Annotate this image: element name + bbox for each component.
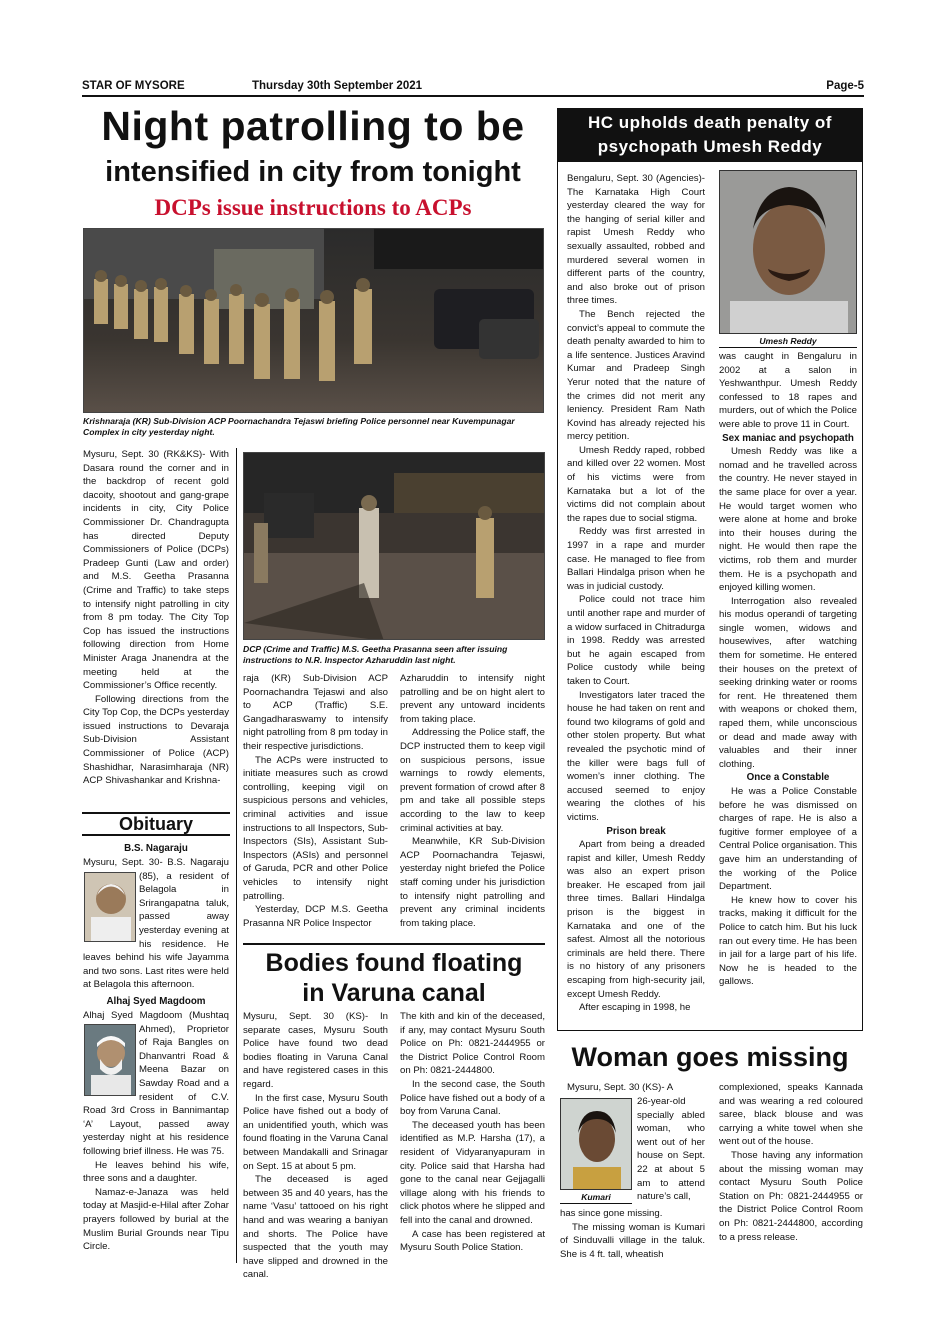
woman-paragraph: The missing woman is Kumari of Sinduvalli village in the taluk. She is 4 ft. tall, wheatish (560, 1221, 705, 1260)
lead-paragraph: Mysuru, Sept. 30 (RK&KS)- With Dasara round the corner and in the backdrop of recent gold dacoity, shootout and gang-grape incidents in city, City Police Commissioner Dr. Chandragupta has directed Deputy Commissioners of Police (DCPs) Pradeep Gunti (Law and order) and M.S. Geetha Prasanna (Crime and Traffic) to take steps to intensify night patrolling in city from 8 pm today. The City Top Cop has issued the instructions following direction from Home Minister Araga Jnanendra at the meeting held at the Commissioner’s Office recently. (83, 449, 229, 692)
photo-float (83, 1009, 139, 1101)
obituary-section (83, 842, 229, 856)
woman-paragraph: has since gone missing. (560, 1208, 663, 1219)
bodies-paragraph: In the first case, Mysuru South Police have fished out a body of an unidentified youth, which was found floating in the Varuna Canal between Mandakalli and Srinagar on Sept. 15 at about 5 pm. (243, 1092, 388, 1172)
lead-paragraph: Following directions from the City Top Cop, the DCPs yesterday issued instructions to Devaraja Sub-Division Assistant Commissioner of Police (ACP) Shashidhar, Narasimharaja (NR) ACP Shivashankar and Krishna- (83, 693, 229, 787)
obituary-section-2 (83, 995, 229, 1009)
woman-photo (560, 1098, 632, 1190)
caption-rule (560, 1203, 632, 1204)
hc-paragraph: Police could not trace him until another rape and murder of a widow surfaced in Chitradurga in 1998. Reddy was arrested but he again escaped from Police custody while being taken to Court. (567, 594, 705, 687)
hc-paragraph: Apart from being a dreaded rapist and killer, Umesh Reddy was also an expert prison breaker. He escaped from jail three times. Ballari Hindalga prison is the biggest in Karnataka and one of the safest. Almost all the notorious criminals are held there. There is no history of any prisoners escaping from high-security jail, except Umesh Reddy. (567, 839, 705, 1000)
lead-column-3 (400, 672, 545, 930)
lead-paragraph: The ACPs were instructed to initiate measures such as crowd controlling, keeping vigil on suspicious persons and vehicles, criminal activities and issue instructions to all Inspectors, Sub-Inspectors (SIs), Assistant Sub-Inspectors (ASIs) and personnel of Garuda, PCR and other Police vehicles to intensify night patrolling. (243, 754, 388, 902)
lead-photo-1-caption: Krishnaraja (KR) Sub-Division ACP Poornachandra Tejaswi briefing Police personnel near Kuvempunagar Complex in city yesterday night. (83, 416, 515, 437)
woman-column-2 (719, 1081, 863, 1244)
woman-intro-text: Mysuru, Sept. 30 (KS)- A (567, 1082, 674, 1093)
photo-float (83, 856, 139, 946)
bodies-paragraph: Mysuru, Sept. 30 (KS)- In separate cases, Mysuru South Police have found two dead bodies floating in Varuna Canal and have registered cases in this regard. (243, 1011, 388, 1090)
caption-rule (719, 347, 857, 348)
obituary-text-1-wrap (83, 856, 229, 992)
lead-photo-2 (243, 452, 545, 640)
obituary-name-1: B.S. Nagaraju (124, 843, 188, 854)
hc-headline-2: psychopath Umesh Reddy (597, 137, 823, 156)
hc-paragraph: Reddy was first arrested in 1997 in a rape and murder case. He managed to flee from Ballari Hindalga prison when he was in judicial custody. (567, 526, 705, 592)
hc-paragraph: He knew how to cover his tracks, making it difficult for the Police to catch him. But his luck ran out every time. He has been in jail for a large part of his life. Now he is headed to the gallows. (719, 894, 857, 988)
hc-subhead-sex: Sex maniac and psychopath (722, 432, 854, 444)
obituary-title: Obituary (82, 812, 230, 836)
obituary-text-2b: He leaves behind his wife, three sons and a daughter. (83, 1159, 229, 1185)
hc-paragraph: He was a Police Constable before he was dismissed on charges of rape. He is also a fugitive former employee of a Central Police organisation. This gave him an understanding of the working of the Police Department. (719, 786, 857, 893)
hc-paragraph: Umesh Reddy raped, robbed and killed over 22 women. Most of his victims were from Karnataka but a lot of the victims did not complain about the rapes due to social stigma. (567, 444, 705, 524)
bodies-paragraph: The deceased youth has been identified as M.P. Harsha (17), a resident of Vidyaranyapuram in city. Police said that Harsha had gone to the canal near Gejjagalli village along with his friends to click photos where he slipped and fell into the canal and drowned. (400, 1119, 545, 1226)
hc-paragraph: Interrogation also revealed his modus operandi of targeting single women, widows and housewives, after watching them for sometime. He entered their houses on the pretext of seeking drinking water or rooms for rent. He threatened them with weapons or choked them, raped them, while unconscious or dead and made away with valuables and their inner clothing. (719, 595, 857, 770)
bodies-paragraph: A case has been registered at Mysuru South Police Station. (400, 1228, 545, 1254)
lead-column-2 (243, 672, 388, 930)
bodies-headline-1: Bodies found floating (265, 949, 523, 977)
lead-paragraph: raja (KR) Sub-Division ACP Poornachandra Tejaswi and also to ACP (Traffic) S.E. Gangadharaswamy to intensify night patrolling from 8 pm today in their respective jurisdictions. (243, 673, 388, 752)
column-rule (236, 448, 237, 1263)
obituary-text-2c: Namaz-e-Janaza was held today at Masjid-e-Hilal after Zohar prayers followed by burial at the Muslim Burial Grounds near Tipu Circle. (83, 1186, 229, 1253)
bodies-paragraph: In the second case, the South Police have fished out a body of a boy from Varuna Canal. (400, 1078, 545, 1118)
lead-photo-1 (83, 228, 544, 413)
woman-paragraph: complexioned, speaks Kannada and was wearing a red coloured saree, black blouse and was carrying a white towel when she went out of the house. (719, 1082, 863, 1148)
lead-headline-1: Night patrolling to be (101, 103, 525, 149)
lead-photo-2-caption: DCP (Crime and Traffic) M.S. Geetha Prasanna seen after issuing instructions to N.R. Inspector Azharuddin last night. (243, 644, 508, 665)
lead-headline-2: intensified in city from tonight (105, 156, 521, 188)
hc-subhead-constable: Once a Constable (746, 772, 830, 784)
woman-paragraph: Those having any information about the missing woman may contact Mysuru South Police Station on Ph: 0821-2444955 or the District Police Control Room on Ph: 0821-2444800, according to a press release. (719, 1149, 863, 1243)
woman-photo-caption: Kumari (581, 1192, 611, 1202)
bodies-column-2 (400, 1010, 545, 1255)
hc-paragraph: Umesh Reddy was like a nomad and he travelled across the country. He never stayed in the same place for over a year. He would target women who were alone at home and broke into their houses during the night. He would then rape the victims, rob them and murder them. He is a psychopath and enjoyed killing women. (719, 446, 857, 594)
hc-headline (557, 108, 863, 162)
top-rule (82, 95, 864, 97)
bodies-paragraph: The deceased is aged between 35 and 40 years, has the name ‘Vasu’ tattooed on his right hand and was wearing a baniyan and shorts. The Police have suspected that the youth may have slipped and drowned in the canal. (243, 1174, 388, 1281)
lead-paragraph: Addressing the Police staff, the DCP instructed them to keep vigil on suspicious persons, issue warnings to rowdy elements, prevent formation of crowd after 8 pm and take all possible steps according to the law to keep criminal activities at bay. (400, 727, 545, 834)
obituary-text-2 (83, 1009, 229, 1159)
hc-subhead-prison: Prison break (606, 825, 666, 837)
obituary-text-1-body: Mysuru, Sept. 30- B.S. Nagaraju (85), a resident of Belagola in Srirangapatna taluk, passed away yesterday evening at his residence. He leaves behind his wife Jayamma and two sons. Last rites were held at Belagola this afternoon. (83, 857, 229, 991)
obituary-text-2-body: Alhaj Syed Magdoom (Mushtaq Ahmed), Proprietor of Raja Bangles on Dhanvantri Road & Meena Bazar on Sawday Road and a resident of C.V. Road 3rd Cross in Bannimantap ‘A’ Layout, passed away yesterday night at his residence following brief illness. He was 75. (83, 1010, 229, 1157)
hc-paragraph: After escaping in 1998, he (579, 1002, 691, 1014)
lead-paragraph: Meanwhile, KR Sub-Division ACP Poornachandra Tejaswi, yesterday night briefed the Police staff coming under his jurisdiction to intensify night patrolling and prevent any criminal incidents from taking place. (400, 836, 545, 929)
obituary-text-1 (83, 856, 229, 992)
masthead (82, 78, 864, 96)
woman-wrap-text: 26-year-old specially abled woman, who went out of her house on Sept. 22 at about 5 am to attend nature’s call, (637, 1096, 705, 1203)
paper-name: STAR OF MYSORE (82, 80, 185, 92)
hc-paragraph: Investigators later traced the house he had taken on rent and found two kilograms of gold and other stolen property. But what revealed the psychotic mind of the killer were bags full of women’s inner clothing. The accused seemed to enjoy wearing the clothes of his victims. (567, 689, 705, 823)
hc-paragraph: was caught in Bengaluru in 2002 at a salon in Yeshwanthpur. Umesh Reddy confessed to 18 rapes and murders, out of which the Police were able to prove 11 in Court. (719, 351, 857, 430)
lead-column-1 (83, 448, 229, 788)
obituary-text-2-wrap (83, 1009, 229, 1254)
hc-paragraph: The Bench rejected the convict’s appeal to commute the death penalty awarded to him to a life sentence. Justices Aravind Kumar and Pradeep Singh Yerur noted that the nature of the crimes did not merit any leniency. President Ram Nath Kovind has already rejected his mercy petition. (567, 308, 705, 443)
bodies-headline-2: in Varuna canal (302, 979, 486, 1007)
lead-paragraph: Azharuddin to intensify night patrolling and be on hight alert to prevent any untoward incidents from taking place. (400, 673, 545, 725)
bodies-paragraph: The kith and kin of the deceased, if any, may contact Mysuru South Police on Ph: 0821-2444955 or the District Police Control Room on Ph: 0821-2444800. (400, 1011, 545, 1077)
hc-headline-1: HC upholds death penalty of (588, 113, 832, 132)
woman-wrap (637, 1095, 705, 1204)
bodies-headline (243, 948, 545, 1008)
lead-paragraph: Yesterday, DCP M.S. Geetha Prasanna NR Police Inspector (243, 904, 388, 929)
woman-intro (567, 1081, 705, 1095)
issue-date: Thursday 30th September 2021 (252, 80, 423, 92)
bodies-column-1 (243, 1010, 388, 1282)
hc-column-1 (567, 172, 705, 1015)
bodies-top-rule (243, 943, 545, 945)
lead-subheadline: DCPs issue instructions to ACPs (154, 195, 472, 220)
woman-headline: Woman goes missing (571, 1042, 849, 1072)
hc-photo (719, 170, 857, 334)
hc-paragraph: Bengaluru, Sept. 30 (Agencies)- The Karnataka High Court yesterday cleared the way for the hanging of serial killer and rapist Umesh Reddy who sexually assaulted, robbed and murdered several women in different parts of the country, and also broke out of prison three times. (567, 173, 705, 307)
hc-column-2 (719, 350, 857, 989)
page-number: Page-5 (826, 80, 864, 92)
woman-column-1 (560, 1207, 705, 1261)
obituary-name-2: Alhaj Syed Magdoom (106, 996, 206, 1007)
hc-photo-caption: Umesh Reddy (759, 336, 817, 346)
